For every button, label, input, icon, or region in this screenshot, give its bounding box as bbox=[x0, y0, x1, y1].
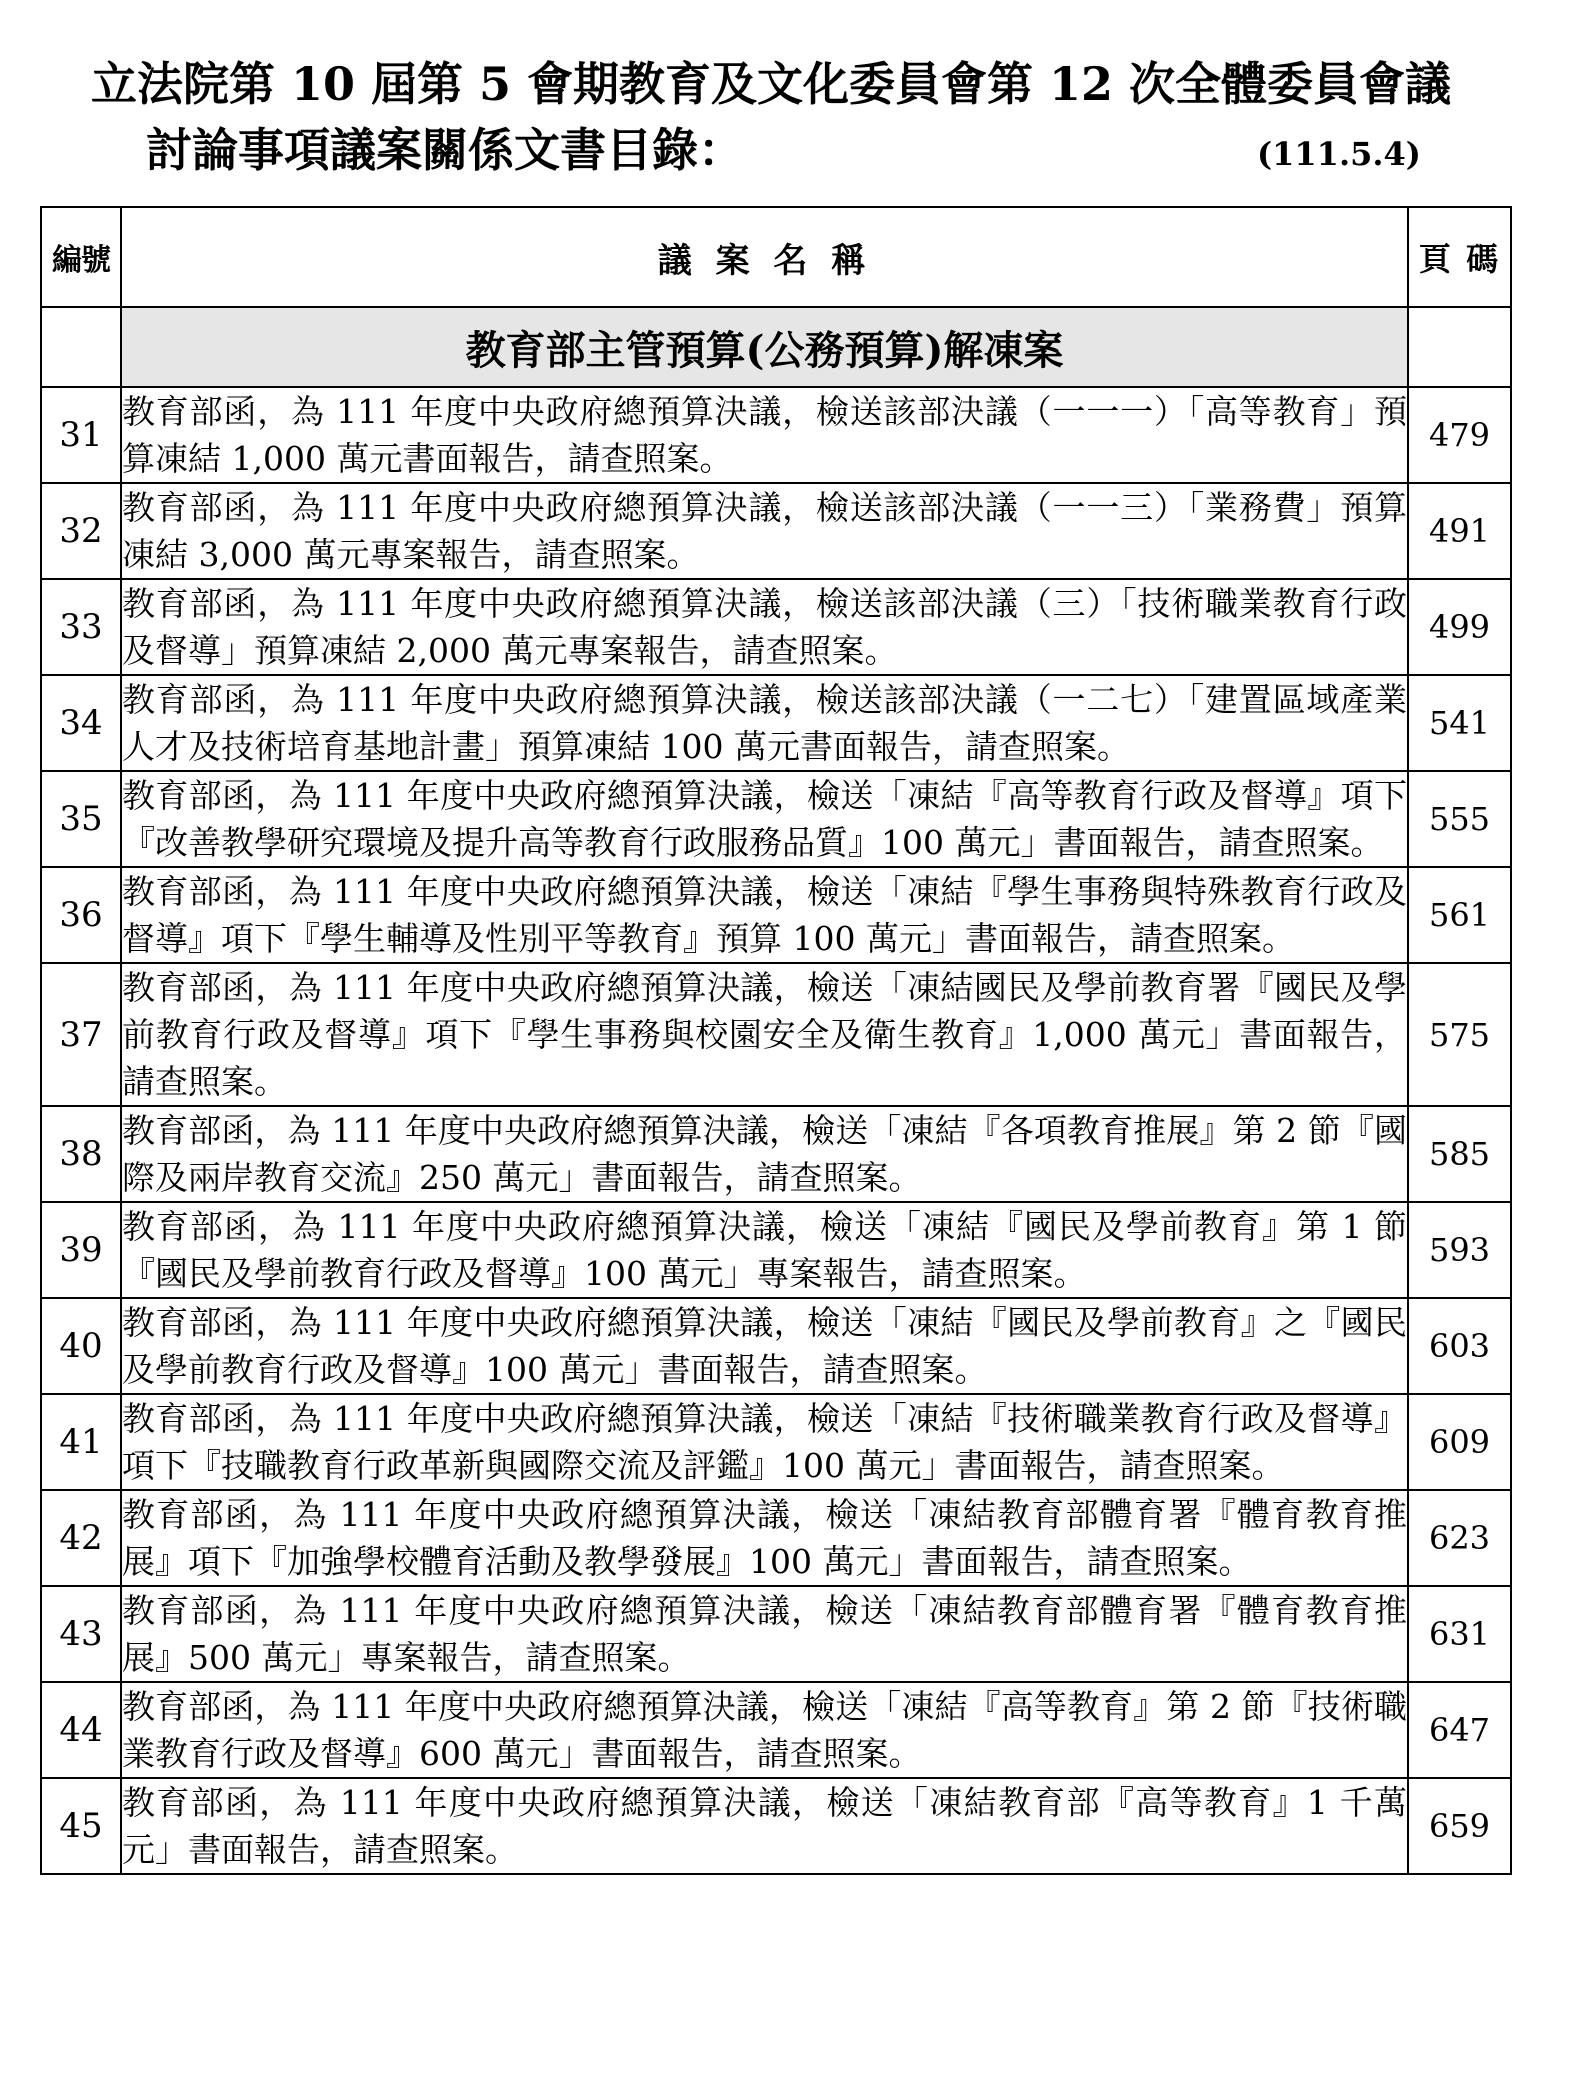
row-page: 593 bbox=[1408, 1202, 1511, 1298]
table-row bbox=[41, 1106, 1511, 1202]
table-row bbox=[41, 1394, 1511, 1490]
header-title: 議 案 名 稱 bbox=[121, 207, 1408, 307]
row-title: 教育部函，為 111 年度中央政府總預算決議，檢送「凍結『各項教育推展』第 2 節『國際及兩岸教育交流』250 萬元」書面報告，請查照案。 bbox=[121, 1106, 1408, 1202]
row-page: 561 bbox=[1408, 867, 1511, 963]
row-number: 42 bbox=[41, 1490, 121, 1586]
row-page: 609 bbox=[1408, 1394, 1511, 1490]
row-page: 659 bbox=[1408, 1778, 1511, 1874]
table-row bbox=[41, 1778, 1511, 1874]
section-blank-cell bbox=[1408, 307, 1511, 387]
row-page: 603 bbox=[1408, 1298, 1511, 1394]
table-row bbox=[41, 1298, 1511, 1394]
row-page: 623 bbox=[1408, 1490, 1511, 1586]
row-title: 教育部函，為 111 年度中央政府總預算決議，檢送「凍結『高等教育』第 2 節『技術職業教育行政及督導』600 萬元」書面報告，請查照案。 bbox=[121, 1682, 1408, 1778]
row-page: 631 bbox=[1408, 1586, 1511, 1682]
row-page: 499 bbox=[1408, 579, 1511, 675]
row-title: 教育部函，為 111 年度中央政府總預算決議，檢送「凍結國民及學前教育署『國民及學前教育行政及督導』項下『學生事務與校園安全及衛生教育』1,000 萬元」書面報告，請查照案。 bbox=[121, 963, 1408, 1106]
header-number: 編號 bbox=[41, 207, 121, 307]
row-title: 教育部函，為 111 年度中央政府總預算決議，檢送「凍結『國民及學前教育』第 1 節『國民及學前教育行政及督導』100 萬元」專案報告，請查照案。 bbox=[121, 1202, 1408, 1298]
row-page: 491 bbox=[1408, 483, 1511, 579]
row-title: 教育部函，為 111 年度中央政府總預算決議，檢送「凍結教育部體育署『體育教育推展』項下『加強學校體育活動及教學發展』100 萬元」書面報告，請查照案。 bbox=[121, 1490, 1408, 1586]
document-subtitle: 討論事項議案關係文書目錄： bbox=[146, 123, 744, 177]
row-number: 45 bbox=[41, 1778, 121, 1874]
row-page: 479 bbox=[1408, 387, 1511, 483]
table-header-row bbox=[41, 207, 1511, 307]
table-row bbox=[41, 867, 1511, 963]
table-row bbox=[41, 1490, 1511, 1586]
row-title: 教育部函，為 111 年度中央政府總預算決議，檢送「凍結『高等教育行政及督導』項下『改善教學研究環境及提升高等教育行政服務品質』100 萬元」書面報告，請查照案。 bbox=[121, 771, 1408, 867]
table-row bbox=[41, 771, 1511, 867]
row-number: 34 bbox=[41, 675, 121, 771]
row-title: 教育部函，為 111 年度中央政府總預算決議，檢送「凍結教育部『高等教育』1 千萬元」書面報告，請查照案。 bbox=[121, 1778, 1408, 1874]
table-row bbox=[41, 483, 1511, 579]
document-date: (111.5.4) bbox=[1257, 135, 1421, 173]
row-number: 40 bbox=[41, 1298, 121, 1394]
document-title: 立法院第 10 屆第 5 會期教育及文化委員會第 12 次全體委員會議 bbox=[90, 57, 1452, 111]
row-page: 575 bbox=[1408, 963, 1511, 1106]
table-row bbox=[41, 579, 1511, 675]
header-page: 頁 碼 bbox=[1408, 207, 1511, 307]
table-row bbox=[41, 387, 1511, 483]
row-title: 教育部函，為 111 年度中央政府總預算決議，檢送「凍結教育部體育署『體育教育推展』500 萬元」專案報告，請查照案。 bbox=[121, 1586, 1408, 1682]
section-blank-cell bbox=[41, 307, 121, 387]
row-number: 44 bbox=[41, 1682, 121, 1778]
row-number: 31 bbox=[41, 387, 121, 483]
table-row bbox=[41, 675, 1511, 771]
table-row bbox=[41, 1682, 1511, 1778]
section-row bbox=[41, 307, 1511, 387]
row-page: 555 bbox=[1408, 771, 1511, 867]
table-row bbox=[41, 1202, 1511, 1298]
row-title: 教育部函，為 111 年度中央政府總預算決議，檢送「凍結『國民及學前教育』之『國民及學前教育行政及督導』100 萬元」書面報告，請查照案。 bbox=[121, 1298, 1408, 1394]
row-page: 585 bbox=[1408, 1106, 1511, 1202]
row-title: 教育部函，為 111 年度中央政府總預算決議，檢送該部決議（三）「技術職業教育行政及督導」預算凍結 2,000 萬元專案報告，請查照案。 bbox=[121, 579, 1408, 675]
row-number: 36 bbox=[41, 867, 121, 963]
row-number: 39 bbox=[41, 1202, 121, 1298]
row-title: 教育部函，為 111 年度中央政府總預算決議，檢送該部決議（一一三）「業務費」預算凍結 3,000 萬元專案報告，請查照案。 bbox=[121, 483, 1408, 579]
row-number: 37 bbox=[41, 963, 121, 1106]
row-number: 41 bbox=[41, 1394, 121, 1490]
section-title: 教育部主管預算(公務預算)解凍案 bbox=[121, 307, 1408, 387]
row-number: 38 bbox=[41, 1106, 121, 1202]
row-page: 647 bbox=[1408, 1682, 1511, 1778]
table-row bbox=[41, 963, 1511, 1106]
row-page: 541 bbox=[1408, 675, 1511, 771]
row-title: 教育部函，為 111 年度中央政府總預算決議，檢送「凍結『技術職業教育行政及督導』項下『技職教育行政革新與國際交流及評鑑』100 萬元」書面報告，請查照案。 bbox=[121, 1394, 1408, 1490]
row-title: 教育部函，為 111 年度中央政府總預算決議，檢送「凍結『學生事務與特殊教育行政及督導』項下『學生輔導及性別平等教育』預算 100 萬元」書面報告，請查照案。 bbox=[121, 867, 1408, 963]
row-number: 33 bbox=[41, 579, 121, 675]
row-number: 43 bbox=[41, 1586, 121, 1682]
row-title: 教育部函，為 111 年度中央政府總預算決議，檢送該部決議（一二七）「建置區域產業人才及技術培育基地計畫」預算凍結 100 萬元書面報告，請查照案。 bbox=[121, 675, 1408, 771]
row-number: 32 bbox=[41, 483, 121, 579]
table-row bbox=[41, 1586, 1511, 1682]
row-number: 35 bbox=[41, 771, 121, 867]
row-title: 教育部函，為 111 年度中央政府總預算決議，檢送該部決議（一一一）「高等教育」預算凍結 1,000 萬元書面報告，請查照案。 bbox=[121, 387, 1408, 483]
agenda-table bbox=[40, 206, 1512, 1875]
